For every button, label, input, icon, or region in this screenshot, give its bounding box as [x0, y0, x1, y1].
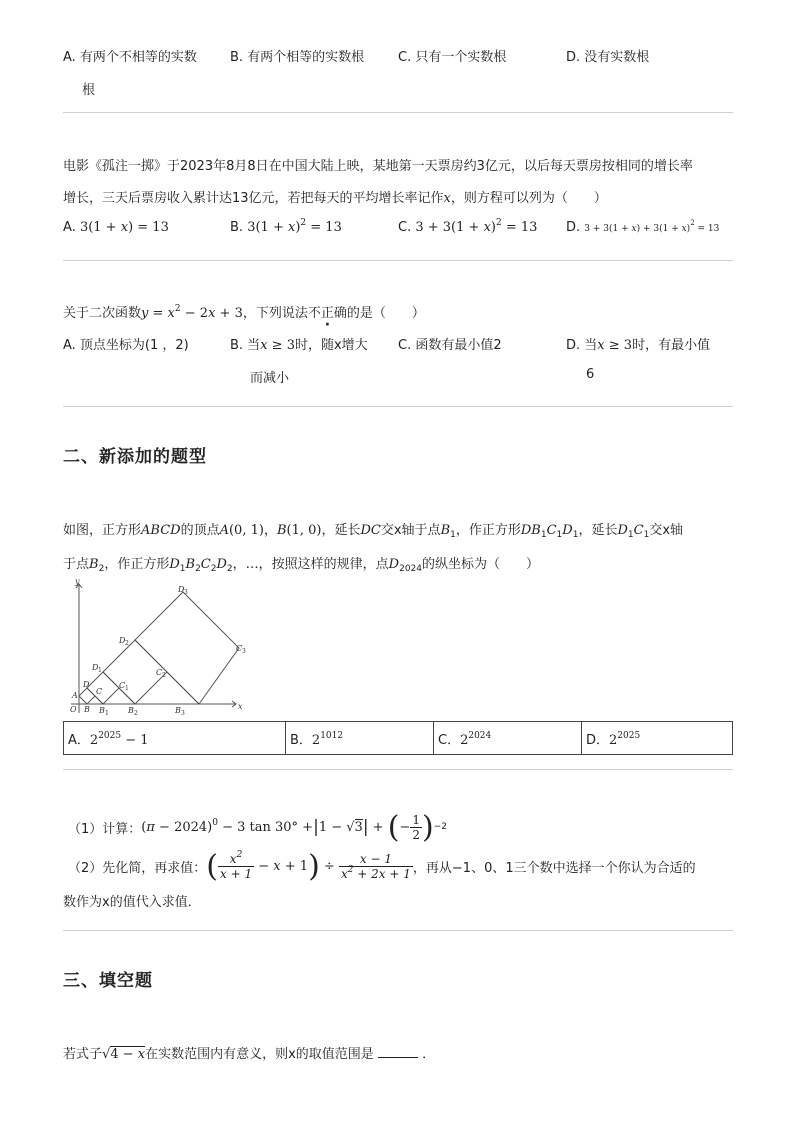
label-d: D — [83, 680, 90, 689]
q3-stem-pre: 关于二次函数 — [63, 306, 142, 321]
divider — [63, 406, 733, 407]
q2-option-d-label: D. — [566, 220, 581, 235]
q4-text: ，延长 — [321, 523, 361, 538]
label-d1-sub: 1 — [98, 667, 102, 674]
q1-option-a-line2: 根 — [82, 83, 96, 98]
q4-option-d: D．$2^{2025}$ — [582, 722, 733, 755]
q2-option-c: C. $3 + 3(1 + x)^2 = 13$ — [398, 218, 538, 235]
q4-option-a-label: A． — [68, 732, 90, 748]
divider — [63, 112, 733, 113]
answer-blank[interactable] — [378, 1047, 418, 1058]
label-b1: B — [99, 706, 105, 715]
label-c3-sub: 3 — [242, 648, 246, 655]
label-c3: C — [236, 644, 243, 653]
q2-option-b: B. $3(1 + x)^2 = 13$ — [230, 218, 342, 235]
q4-stem-line2: 于点$B_2$，作正方形$D_1B_2C_2D_2$，…，按照这样的规律，点$D_{2024}$的纵坐标为（ ） — [63, 557, 540, 574]
q4-text: ，延长 — [578, 523, 618, 538]
q3-option-b-pre: B. 当 — [230, 338, 261, 353]
q3-option-d-line2: 6 — [586, 367, 595, 382]
extension-line — [95, 696, 103, 704]
square-d2b3c3d3 — [135, 592, 239, 704]
q5-part2-post: ，再从−1、0、1三个数中选择一个你认为合适的 — [412, 860, 696, 876]
q4-option-d-label: D． — [586, 732, 610, 748]
q2-option-a: A. 3(1 + x) = 13 — [63, 220, 169, 235]
square-abcd — [79, 688, 95, 704]
q6-stem: 若式子√4 − x在实数范围内有意义，则x的取值范围是 ． — [63, 1047, 436, 1062]
label-x: x — [238, 702, 243, 711]
divider — [63, 769, 733, 770]
section-title: 三、填空题 — [63, 971, 153, 991]
label-d3: D — [178, 585, 185, 594]
label-d1: D — [92, 663, 99, 672]
label-d2: D — [119, 636, 126, 645]
q3-option-b-post: 时，随x增大 — [294, 338, 368, 353]
q2-stem-line2 — [63, 187, 607, 206]
q6-pre: 若式子 — [63, 1047, 103, 1062]
q4-option-a: A．$2^{2025} - 1$ — [64, 722, 286, 755]
q2-option-d: D. $3 + 3(1 + x) + 3(1 + x)^2 = 13$ — [566, 219, 720, 235]
q3-option-c: C. 函数有最小值2 — [398, 338, 502, 353]
q4-text: ，作正方形 — [455, 523, 521, 538]
q3-stem-emphasis: 不正确 — [307, 306, 347, 321]
label-c1-sub: 1 — [125, 685, 129, 692]
q5-part2: （2）先化简，再求值： ( $\frac{x^2}{x + 1}$ − x + 1 ) ÷ $\frac{x - 1}{x^2 + 2x + 1}$ ，再从−1、0、1三个数中选择一个你认为合适的 — [68, 848, 696, 884]
label-o: O — [70, 705, 77, 714]
q4-option-b: B．$2^{1012}$ — [286, 722, 434, 755]
label-b3-sub: 3 — [181, 710, 185, 717]
q2-option-b-label: B. — [230, 220, 244, 235]
label-y: y — [75, 578, 80, 586]
label-c2-sub: 2 — [162, 672, 166, 679]
q6-post: 在实数范围内有意义，则x的取值范围是 — [145, 1047, 374, 1062]
label-b1-sub: 1 — [105, 710, 109, 717]
q5-part2-label: （2）先化简，再求值： — [68, 860, 207, 876]
label-a: A — [72, 691, 78, 700]
q4-text: 交x轴 — [649, 523, 684, 538]
q4-option-c: C．$2^{2024}$ — [434, 722, 582, 755]
q4-option-c-label: C． — [438, 732, 461, 748]
q4-text: 的顶点 — [180, 523, 220, 538]
q3-stem-mid: ，下列说法 — [242, 306, 308, 321]
square-sequence-figure — [66, 578, 256, 718]
label-b2: B — [128, 706, 134, 715]
q2-option-a-label: A. — [63, 220, 76, 235]
q4-text: 于点 — [63, 557, 90, 572]
q4-text: ，作正方形 — [104, 557, 170, 572]
label-c: C — [96, 687, 103, 696]
q4-text: 交x轴于点 — [380, 523, 441, 538]
extension-line — [167, 672, 199, 704]
label-c2: C — [156, 668, 163, 677]
q4-text: 如图，正方形 — [63, 523, 142, 538]
label-c1: C — [119, 681, 126, 690]
label-d2-sub: 2 — [125, 640, 129, 647]
label-d3-sub: 3 — [184, 589, 188, 596]
divider — [63, 260, 733, 261]
label-b: B — [84, 705, 90, 714]
q5-part1: （1）计算： $(\pi - 2024)^0 - 3$ tan 30° + | 1 − √3 | + ( − $\frac{1}{2}$ ) −2 — [68, 809, 447, 845]
q1-option-b: B. 有两个相等的实数根 — [230, 50, 365, 65]
label-b3: B — [175, 706, 181, 715]
q3-option-d: D. 当x ≥ 3时，有最小值 — [566, 338, 711, 353]
q1-option-a-text: A. 有两个不相等的实数 — [63, 50, 197, 65]
q5-part2-line2: 数作为x的值代入求值． — [63, 895, 201, 910]
q4-text: 的纵坐标为（ ） — [422, 557, 540, 572]
q2-stem-line2-pre: 增长，三天后票房收入累计达13亿元，若把每天的平均增长率记作 — [63, 191, 444, 206]
divider — [63, 930, 733, 931]
q3-option-b: B. 当x ≥ 3时，随x增大 — [230, 338, 368, 353]
q2-option-c-label: C. — [398, 220, 412, 235]
q1-option-d: D. 没有实数根 — [566, 50, 650, 65]
q4-text: ，…，按照这样的规律，点 — [232, 557, 389, 572]
q1-option-c: C. 只有一个实数根 — [398, 50, 507, 65]
q2-stem-line1: 电影《孤注一掷》于2023年8月8日在中国大陆上映，某地第一天票房约3亿元，以后每天票房按相同的增长率 — [63, 159, 693, 174]
q3-option-d-post: 时，有最小值 — [632, 338, 711, 353]
q2-var: x — [443, 191, 451, 206]
q3-option-d-pre: D. 当 — [566, 338, 598, 353]
section-title: 二、新添加的题型 — [63, 447, 207, 467]
q4-options-table — [63, 721, 733, 755]
q5-part1-label: （1）计算： — [68, 821, 142, 837]
label-b2-sub: 2 — [134, 710, 138, 717]
q6-end: ． — [422, 1047, 436, 1062]
q2-stem-line2-post: ，则方程可以列为（ ） — [450, 191, 607, 206]
q3-option-b-line2: 而减小 — [250, 371, 290, 386]
q1-option-a — [63, 46, 197, 65]
q3-stem-post: 的是（ ） — [346, 306, 425, 321]
q3-stem: 关于二次函数$y = x^2 - 2x + 3$，下列说法不正确的是（ ） — [63, 304, 425, 321]
q4-stem-line1: 如图，正方形ABCD的顶点A(0, 1)，B(1, 0)，延长DC交x轴于点$B_1$，作正方形$DB_1C_1D_1$，延长$D_1C_1$交x轴 — [63, 523, 684, 540]
q4-option-b-label: B． — [290, 732, 312, 748]
q3-option-a: A. 顶点坐标为(1 ，2) — [63, 338, 189, 353]
